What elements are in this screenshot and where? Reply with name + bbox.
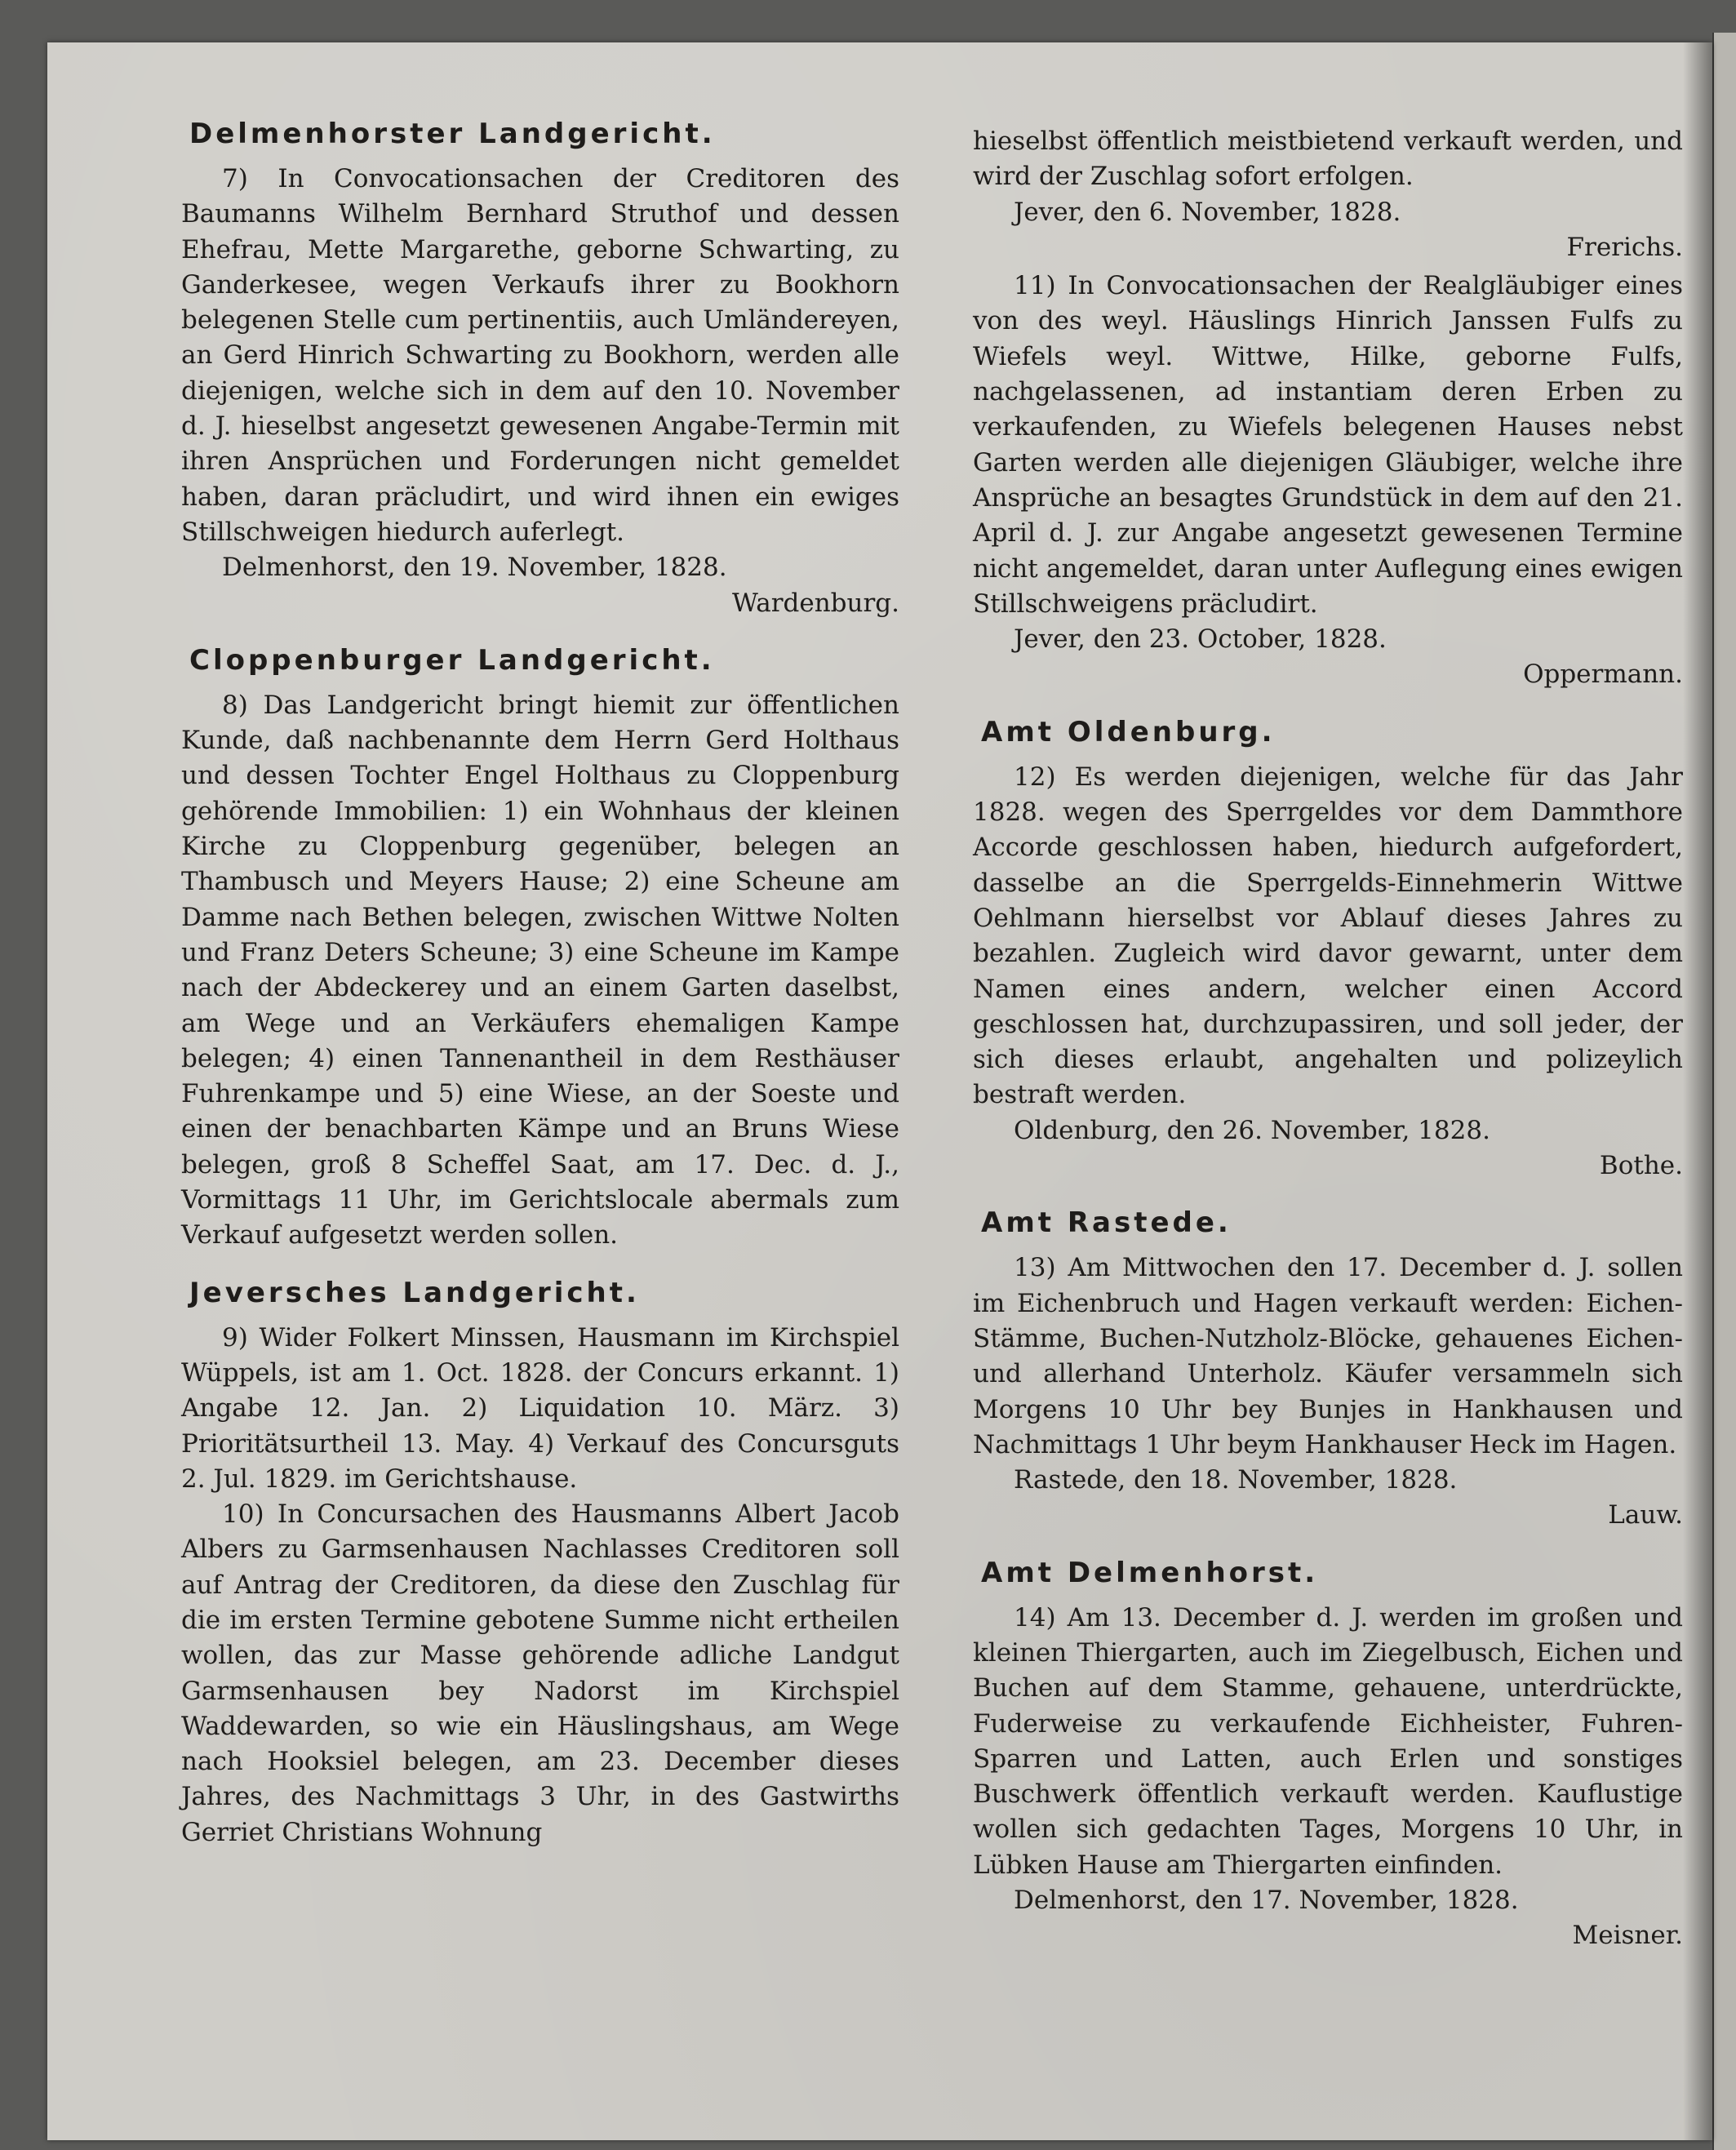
heading-cloppenburger-landgericht: Cloppenburger Landgericht. (189, 643, 715, 677)
notice-8: 8) Das Landgericht bringt hiemit zur öffentlichen Kunde, daß nachbenannte dem Herrn Gerd Holthaus und dessen Tochter Engel Holthaus zu Cloppenburg gehörende Immobilien: 1) ein Wohnhaus der kleinen Kirche zu Cloppenburg gegenüber, belegen an Thambusch und Meyers Hause; 2) eine Scheune am Damme nach Bethen belegen, zwischen Wittwe Nolten und Franz Deters Scheune; 3) eine Scheune im Kampe nach der Abdeckerey und an einem Garten daselbst, am Wege und an Verkäufers ehemaligen Kampe belegen; 4) einen Tannenantheil in dem Resthäuser Fuhrenkampe und 5) eine Wiese, an der Soeste und einen der benachbarten Kämpe und an Bruns Wiese belegen, groß 8 Scheffel Saat, am 17. Dec. d. J., Vormittags 11 Uhr, im Gerichtslocale abermals zum Verkauf aufgesetzt werden sollen. (181, 690, 899, 1250)
notice-14: 14) Am 13. December d. J. werden im großen und kleinen Thiergarten, auch im Ziegelbusch, Eichen und Buchen auf dem Stamme, gehauene, unterdrückte, Fuderweise zu verkaufende Eichheister, Fuhren-Sparren und Latten, auch Erlen und sonstiges Buschwerk öffentlich verkauft werden. Kauflustige wollen sich gedachten Tages, Morgens 10 Uhr, in Lübken Hause am Thiergarten einfinden. (973, 1602, 1683, 1880)
notice-10: 10) In Concursachen des Hausmanns Albert Jacob Albers zu Garmsenhausen Nachlasses Creditoren soll auf Antrag der Creditoren, da diese den Zuschlag für die im ersten Termine gebotene Summe nicht ertheilen wollen, das zur Masse gehörende adliche Landgut Garmsenhausen bey Nadorst im Kirchspiel Waddewarden, so wie ein Häuslingshaus, am Wege nach Hooksiel belegen, am 23. December dieses Jahres, des Nachmittags 3 Uhr, in des Gastwirths Gerriet Christians Wohnung (181, 1499, 899, 1847)
signature-13: Lauw. (1608, 1500, 1683, 1530)
left-column (181, 83, 899, 1850)
notice-10-continued: hieselbst öffentlich meistbietend verkauft werden, und wird der Zuschlag sofort erfolgen. (973, 127, 1683, 192)
dateline-11: Jever, den 23. October, 1828. (1014, 624, 1387, 655)
signature-7: Wardenburg. (732, 588, 899, 618)
notice-13: 13) Am Mittwochen den 17. December d. J. sollen im Eichenbruch und Hagen verkauft werden: Eichen-Stämme, Buchen-Nutzholz-Blöcke, gehauenes Eichen- und allerhand Unterholz. Käufer versammeln sich Morgens 10 Uhr bey Bunjes in Hankhausen und Nachmittags 1 Uhr beym Hankhauser Heck im Hagen. (973, 1253, 1683, 1459)
dateline-12: Oldenburg, den 26. November, 1828. (1014, 1115, 1490, 1145)
dateline-14: Delmenhorst, den 17. November, 1828. (1014, 1886, 1519, 1916)
page-edge (1712, 33, 1736, 2150)
heading-amt-rastede: Amt Rastede. (981, 1206, 1232, 1240)
signature-10: Frerichs. (1566, 232, 1683, 262)
heading-delmenhorster-landgericht: Delmenhorster Landgericht. (189, 118, 716, 150)
notice-12: 12) Es werden diejenigen, welche für das Jahr 1828. wegen des Sperrgeldes vor dem Dammthore Accorde geschlossen haben, hiedurch aufgefordert, dasselbe an die Sperrgelds-Einnehmerin Wittwe Oehlmann hierselbst vor Ablauf dieses Jahres zu bezahlen. Zugleich wird davor gewarnt, unter dem Namen eines andern, welcher einen Accord geschlossen hat, durchzupassiren, und soll jeder, der sich dieses erlaubt, angehalten und polizeylich bestraft werden. (973, 762, 1683, 1110)
notice-7: 7) In Convocationsachen der Creditoren des Baumanns Wilhelm Bernhard Struthof und dessen Ehefrau, Mette Margarethe, geborne Schwarting, zu Ganderkesee, wegen Verkaufs ihrer zu Bookhorn belegenen Stelle cum pertinentiis, auch Umländereyen, an Gerd Hinrich Schwarting zu Bookhorn, werden alle diejenigen, welche sich in dem auf den 10. November d. J. hieselbst angesetzt gewesenen Angabe-Termin mit ihren Ansprüchen und Forderungen nicht gemeldet haben, daran präcludirt, und wird ihnen ein ewiges Stillschweigen hiedurch auferlegt. (181, 164, 899, 547)
book-gutter (1683, 42, 1712, 2140)
signature-14: Meisner. (1572, 1921, 1683, 1951)
right-column (973, 83, 1683, 1957)
dateline-10: Jever, den 6. November, 1828. (1014, 197, 1401, 227)
heading-amt-delmenhorst: Amt Delmenhorst. (981, 1556, 1319, 1589)
signature-11: Oppermann. (1523, 660, 1683, 690)
notice-11: 11) In Convocationsachen der Realgläubiger eines von des weyl. Häuslings Hinrich Janssen Fulfs zu Wiefels weyl. Wittwe, Hilke, geborne Fulfs, nachgelassenen, ad instantiam deren Erben zu verkaufenden, zu Wiefels belegenen Hauses nebst Garten werden alle diejenigen Gläubiger, welche ihre Ansprüche an besagtes Grundstück in dem auf den 21. April d. J. zur Angabe angesetzt gewesenen Termine nicht angemeldet, daran unter Auflegung eines ewigen Stillschweigens präcludirt. (973, 271, 1683, 619)
notice-9: 9) Wider Folkert Minssen, Hausmann im Kirchspiel Wüppels, ist am 1. Oct. 1828. der Concurs erkannt. 1) Angabe 12. Jan. 2) Liquidation 10. März. 3) Prioritätsurtheil 13. May. 4) Verkauf des Concursguts 2. Jul. 1829. im Gerichtshause. (181, 1322, 899, 1494)
heading-amt-oldenburg: Amt Oldenburg. (981, 715, 1276, 749)
dateline-13: Rastede, den 18. November, 1828. (1014, 1465, 1458, 1495)
signature-12: Bothe. (1599, 1151, 1683, 1181)
dateline-7: Delmenhorst, den 19. November, 1828. (222, 553, 727, 583)
heading-jeversches-landgericht: Jeversches Landgericht. (189, 1276, 640, 1309)
